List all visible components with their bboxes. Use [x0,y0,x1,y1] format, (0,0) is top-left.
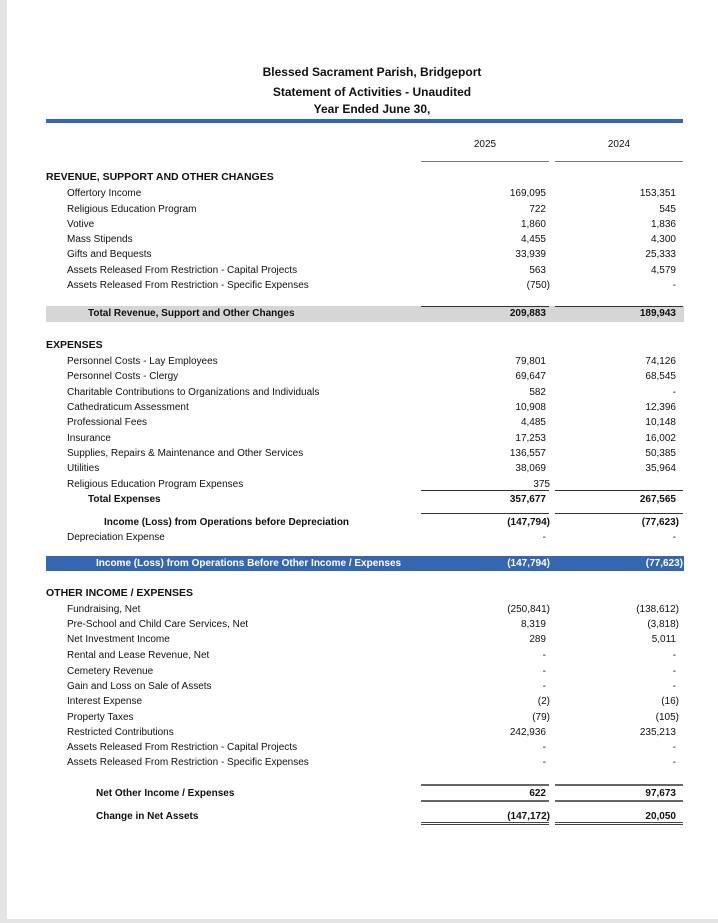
value-2025: 4,455 [520,234,546,245]
value-2025: 69,647 [515,371,546,382]
row-label: Income (Loss) from Operations before Depreciation [104,517,350,528]
value-2024: 74,126 [645,356,676,367]
column-underline [555,161,683,162]
table-row [46,232,684,247]
section-heading-other [46,586,684,601]
section-label: OTHER INCOME / EXPENSES [46,587,194,599]
value-2025: 722 [529,204,546,215]
value-2024: 545 [659,204,676,215]
row-label: Pre-School and Child Care Services, Net [67,619,249,630]
value-2025: 242,936 [509,727,546,738]
table-row [46,679,684,694]
value-2025: 582 [529,387,546,398]
value-2024: (3,818) [647,619,679,630]
value-2024: - [672,742,676,753]
value-2024: - [672,757,676,768]
table-row [46,461,684,476]
value-2025: 289 [529,634,546,645]
row-label: Gifts and Bequests [67,249,152,260]
row-label: Net Other Income / Expenses [96,788,235,799]
value-2025: (250,841) [507,604,550,615]
value-2024: 97,673 [645,788,676,799]
row-label: Assets Released From Restriction - Specific Expenses [67,757,309,768]
row-label: Cathedraticum Assessment [67,402,189,413]
double-underline [421,822,549,825]
value-2024: 1,836 [650,219,676,230]
value-2025: (147,794) [507,517,550,528]
value-2024: 4,300 [650,234,676,245]
row-label: Professional Fees [67,417,148,428]
table-row [46,617,684,632]
value-2025: - [542,742,546,753]
row-label: Insurance [67,433,111,444]
section-label: EXPENSES [46,339,103,351]
row-label: Fundraising, Net [67,604,141,615]
value-2024: 16,002 [645,433,676,444]
table-row [46,247,684,262]
value-2024: 153,351 [639,188,676,199]
value-2024: 267,565 [639,494,676,505]
total-overline [421,306,549,307]
value-2024: - [672,280,676,291]
row-label: Income (Loss) from Operations Before Other Income / Expenses [96,558,402,569]
value-2025: 375 [533,479,550,490]
value-2024: 10,148 [645,417,676,428]
row-label: Net Investment Income [67,634,170,645]
row-label: Property Taxes [67,712,134,723]
value-2024: 35,964 [645,463,676,474]
value-2024: 4,579 [650,265,676,276]
period-label: Year Ended June 30, [313,102,431,116]
table-row [46,431,684,446]
table-row [46,385,684,400]
value-2025: 4,485 [520,417,546,428]
value-2024: (77,623) [641,517,679,528]
value-2025: 622 [529,788,546,799]
value-2025: 1,860 [520,219,546,230]
value-2025: (147,172) [507,811,550,822]
subtotal-line [421,490,549,491]
subtotal-line [555,490,683,491]
row-label: Personnel Costs - Clergy [67,371,179,382]
table-row [46,664,684,679]
value-2025: 209,883 [509,308,546,319]
total-expenses-row [46,492,684,507]
value-2025: 38,069 [515,463,546,474]
row-label: Votive [67,219,95,230]
operations-before-other-income-row [46,556,684,571]
table-row [46,202,684,217]
table-row [46,602,684,617]
value-2024: 68,545 [645,371,676,382]
column-underline [421,161,549,162]
value-2025: 17,253 [515,433,546,444]
row-label: Religious Education Program [67,204,197,215]
row-label: Interest Expense [67,696,143,707]
row-label: Utilities [67,463,100,474]
row-label: Assets Released From Restriction - Capital Projects [67,742,298,753]
table-row [46,755,684,770]
value-2024: (105) [655,712,679,723]
column-header-2024: 2024 [607,139,631,150]
value-2025: 136,557 [509,448,546,459]
net-other-income-row [46,786,684,801]
value-2024: 20,050 [645,811,676,822]
table-row [46,740,684,755]
value-2025: 10,908 [515,402,546,413]
statement-title: Statement of Activities - Unaudited [272,85,472,99]
table-row [46,354,684,369]
value-2025: 169,095 [509,188,546,199]
row-label: Cemetery Revenue [67,666,154,677]
statement-page [7,0,718,919]
row-label: Assets Released From Restriction - Capital Projects [67,265,298,276]
net-underline [555,800,683,802]
subtotal-line [555,513,683,514]
value-2024: (16) [661,696,679,707]
header-rule [46,119,683,123]
value-2024: - [672,532,676,543]
column-header-2025: 2025 [473,139,497,150]
value-2024: - [672,666,676,677]
section-label: REVENUE, SUPPORT AND OTHER CHANGES [46,171,274,183]
section-heading-revenue [46,170,684,185]
table-row [46,263,684,278]
depreciation-row [46,530,684,545]
org-name: Blessed Sacrament Parish, Bridgeport [262,65,482,79]
value-2025: 563 [529,265,546,276]
value-2024: 5,011 [651,634,676,645]
table-row [46,400,684,415]
table-row [46,446,684,461]
value-2024: (77,623) [645,558,683,569]
value-2024: 189,943 [639,308,676,319]
total-revenue-row [46,306,684,322]
value-2025: (750) [526,280,550,291]
value-2025: 79,801 [515,356,546,367]
value-2024: 25,333 [645,249,676,260]
row-label: Assets Released From Restriction - Specific Expenses [67,280,309,291]
table-row [46,710,684,725]
subtotal-line [421,513,549,514]
row-label: Change in Net Assets [96,811,199,822]
value-2025: 357,677 [509,494,546,505]
row-label: Personnel Costs - Lay Employees [67,356,218,367]
row-label: Supplies, Repairs & Maintenance and Other Services [67,448,304,459]
row-label: Religious Education Program Expenses [67,479,244,490]
table-row [46,415,684,430]
row-label: Charitable Contributions to Organizations and Individuals [67,387,320,398]
value-2025: (2) [537,696,550,707]
value-2025: 33,939 [515,249,546,260]
row-label: Total Revenue, Support and Other Changes [88,308,295,319]
row-label: Mass Stipends [67,234,133,245]
value-2024: 12,396 [645,402,676,413]
value-2025: - [542,666,546,677]
section-heading-expenses [46,338,684,353]
table-row [46,632,684,647]
value-2025: - [542,757,546,768]
table-row [46,278,684,293]
value-2024: - [672,650,676,661]
value-2025: - [542,681,546,692]
row-label: Depreciation Expense [67,532,165,543]
value-2024: - [672,387,676,398]
double-underline [555,822,683,825]
table-row [46,694,684,709]
value-2025: - [542,532,546,543]
operations-before-depreciation-row [46,515,684,530]
value-2025: (79) [532,712,550,723]
value-2024: 50,385 [645,448,676,459]
row-label: Gain and Loss on Sale of Assets [67,681,212,692]
value-2025: (147,794) [507,558,550,569]
value-2024: (138,612) [636,604,679,615]
table-row [46,725,684,740]
row-label: Offertory Income [67,188,142,199]
row-label: Rental and Lease Revenue, Net [67,650,210,661]
row-label: Restricted Contributions [67,727,174,738]
table-row [46,369,684,384]
value-2025: 8,319 [520,619,546,630]
value-2024: 235,213 [639,727,676,738]
total-overline [555,306,683,307]
table-row [46,648,684,663]
table-row [46,217,684,232]
net-underline [421,800,549,802]
table-row [46,186,684,201]
value-2024: - [672,681,676,692]
value-2025: - [542,650,546,661]
row-label: Total Expenses [88,494,161,505]
